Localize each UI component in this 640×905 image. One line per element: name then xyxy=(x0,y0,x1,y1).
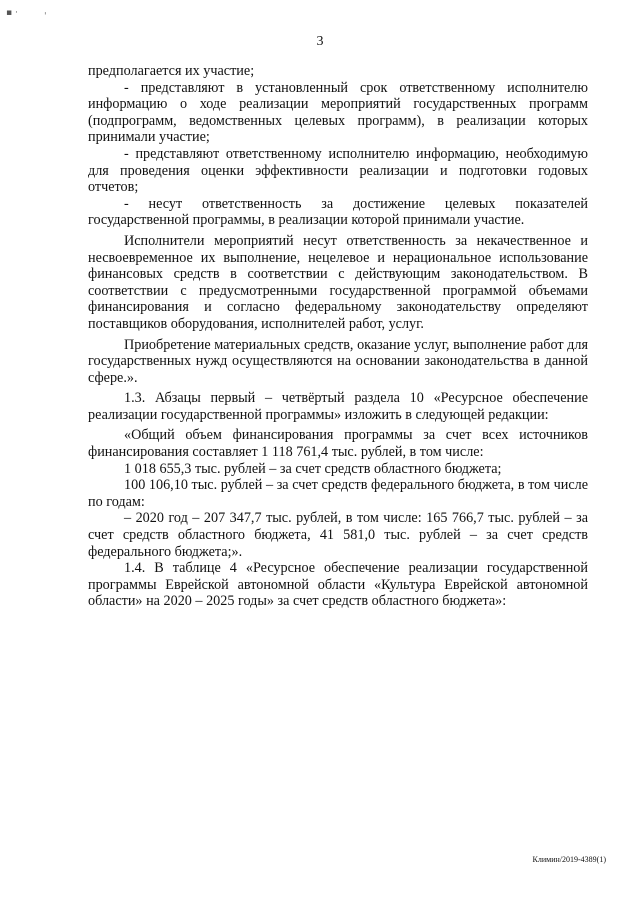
document-code: Климин/2019-4389(1) xyxy=(532,855,606,864)
paragraph: – 2020 год – 207 347,7 тыс. рублей, в том числе: 165 766,7 тыс. рублей – за счет средств областного бюджета, 41 581,0 тыс. рублей – за счет средств федерального бюджета;». xyxy=(88,510,588,560)
scan-artifact: ˈ xyxy=(44,12,47,22)
paragraph: Приобретение материальных средств, оказание услуг, выполнение работ для государственных нужд осуществляются на основании законодательства в данной сфере.». xyxy=(88,336,588,386)
paragraph: 1.4. В таблице 4 «Ресурсное обеспечение реализации государственной программы Еврейской автономной области «Культура Еврейской автономной области» на 2020 – 2025 годы» за счет средств областного бюджета»: xyxy=(88,560,588,610)
paragraph: «Общий объем финансирования программы за счет всех источников финансирования составляет 1 118 761,4 тыс. рублей, в том числе: xyxy=(88,427,588,461)
paragraph: Исполнители мероприятий несут ответственность за некачественное и несвоевременное их выполнение, нецелевое и нерациональное использование финансовых средств в соответствии с действующим законодательством. В соответствии с предусмотренными государственной программой объемами финансирования и согласно федеральному законодательству определяют поставщиков оборудования, исполнителей работ, услуг. xyxy=(88,232,588,332)
scan-artifact: ▪ · xyxy=(6,8,18,18)
paragraph: - несут ответственность за достижение целевых показателей государственной программы, в реализации которой принимали участие. xyxy=(88,195,588,229)
paragraph: 1 018 655,3 тыс. рублей – за счет средств областного бюджета; xyxy=(124,460,502,477)
paragraph: 100 106,10 тыс. рублей – за счет средств федерального бюджета, в том числе по годам: xyxy=(88,477,588,510)
page-number: 3 xyxy=(316,34,324,49)
paragraph: - представляют ответственному исполнителю информацию, необходимую для проведения оценки эффективности реализации и подготовки годовых отчетов; xyxy=(88,145,588,196)
paragraph: - представляют в установленный срок ответственному исполнителю информацию о ходе реализации мероприятий государственных программ (подпрограмм, ведомственных целевых программ), в реализации которых принимали участие; xyxy=(88,79,588,146)
paragraph: предполагается их участие; xyxy=(88,63,255,79)
body-text xyxy=(88,63,588,610)
paragraph: 1.3. Абзацы первый – четвёртый раздела 10 «Ресурсное обеспечение реализации государственной программы» изложить в следующей редакции: xyxy=(88,390,588,423)
